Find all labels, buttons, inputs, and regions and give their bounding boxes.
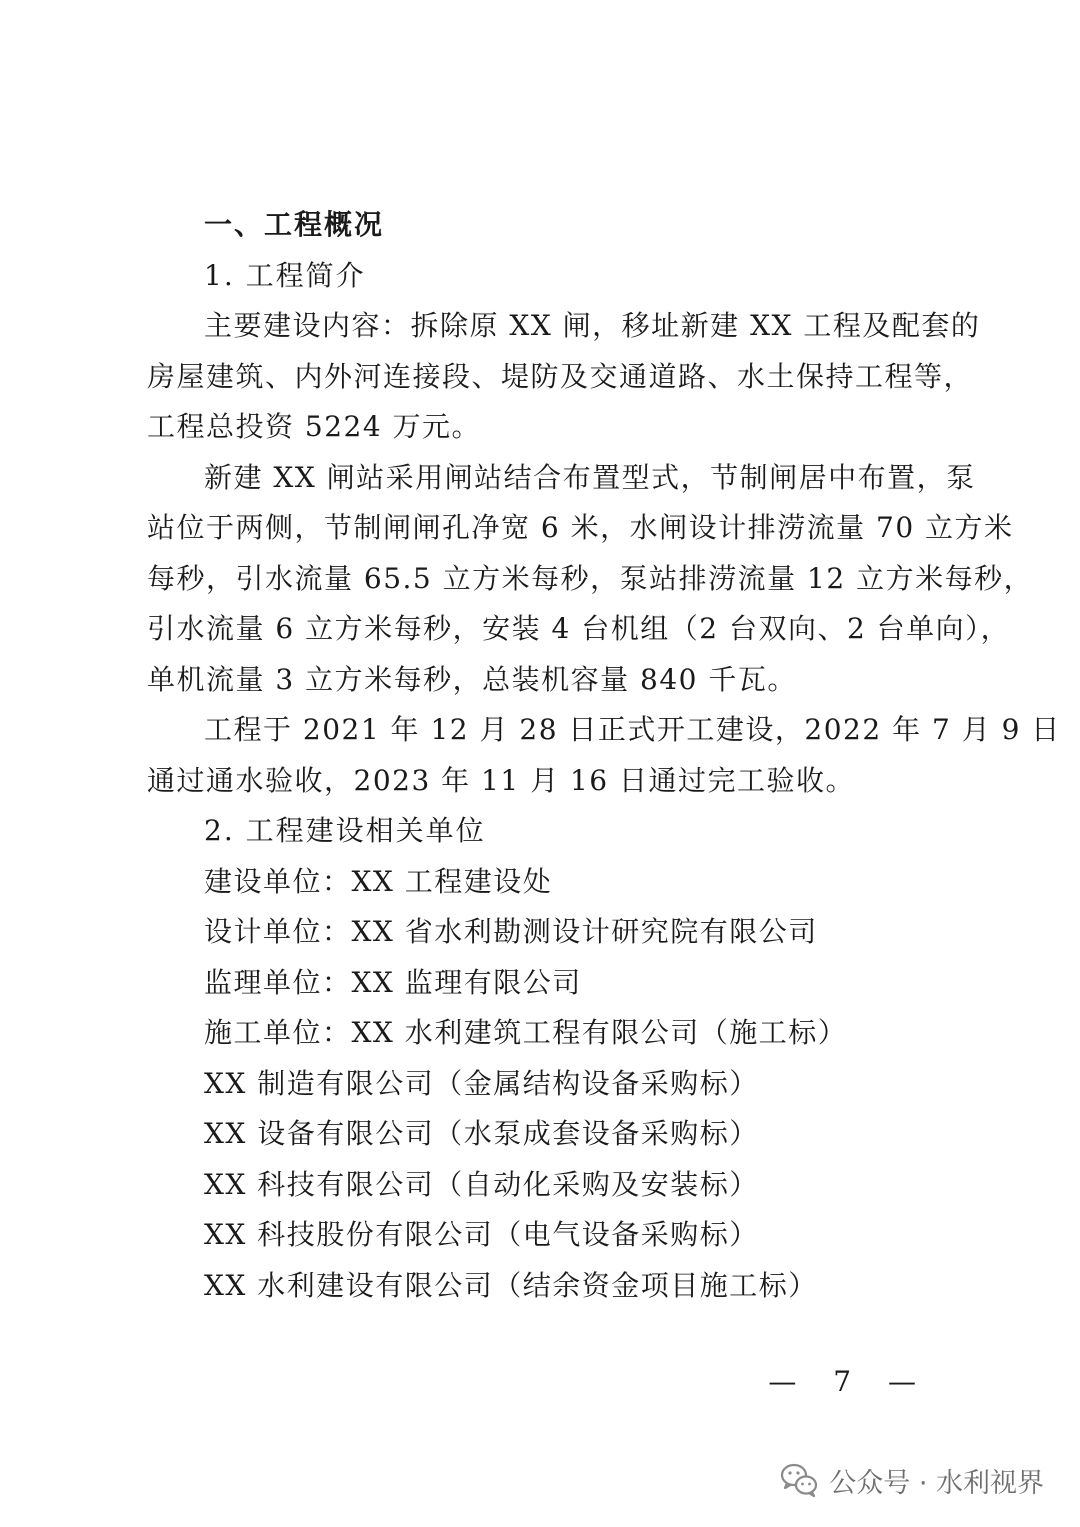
unit-item: XX 设备有限公司（水泵成套设备采购标） [204,1117,759,1150]
unit-item: XX 水利建设有限公司（结余资金项目施工标） [204,1268,818,1302]
page-number: — 7 — [768,1365,930,1398]
wechat-icon [779,1460,819,1500]
paragraph-line: 通过通水验收，2023 年 11 月 16 日通过完工验收。 [147,763,856,797]
paragraph-line: 新建 XX 闸站采用闸站结合布置型式，节制闸居中布置，泵 [204,460,976,494]
paragraph-schedule [147,705,1061,806]
unit-item: 建设单位：XX 工程建设处 [204,864,553,898]
paragraph-line: 工程总投资 5224 万元。 [147,410,482,443]
unit-item: 施工单位：XX 水利建筑工程有限公司（施工标） [204,1016,848,1049]
paragraph-line: 引水流量 6 立方米每秒，安装 4 台机组（2 台双向、2 台单向）， [147,612,1011,645]
units-list [147,857,947,1312]
paragraph-line: 工程于 2021 年 12 月 28 日正式开工建设，2022 年 7 月 9 日 [204,713,1061,746]
subsection-heading-intro: 1. 工程简介 [204,258,366,292]
unit-item: XX 科技有限公司（自动化采购及安装标） [204,1167,759,1201]
section-heading: 一、工程概况 [204,208,385,241]
document-body [147,200,1061,1311]
watermark-text: 公众号 · 水利视界 [829,1467,1044,1499]
unit-item: 监理单位：XX 监理有限公司 [204,965,582,999]
unit-item: XX 制造有限公司（金属结构设备采购标） [204,1066,759,1100]
watermark [779,1460,1044,1500]
paragraph-line: 房屋建筑、内外河连接段、堤防及交通道路、水土保持工程等， [147,359,974,393]
paragraph-line: 站位于两侧，节制闸闸孔净宽 6 米，水闸设计排涝流量 70 立方米 [147,511,1014,544]
subsection-heading-units: 2. 工程建设相关单位 [204,814,486,847]
paragraph-line: 每秒，引水流量 65.5 立方米每秒，泵站排涝流量 12 立方米每秒， [147,561,1034,595]
paragraph-construction-content [147,301,981,453]
unit-item: 设计单位：XX 省水利勘测设计研究院有限公司 [204,915,818,948]
paragraph-line: 主要建设内容：拆除原 XX 闸，移址新建 XX 工程及配套的 [204,309,981,342]
paragraph-design [147,453,1034,706]
unit-item: XX 科技股份有限公司（电气设备采购标） [204,1218,759,1251]
paragraph-line: 单机流量 3 立方米每秒，总装机容量 840 千瓦。 [147,662,797,696]
